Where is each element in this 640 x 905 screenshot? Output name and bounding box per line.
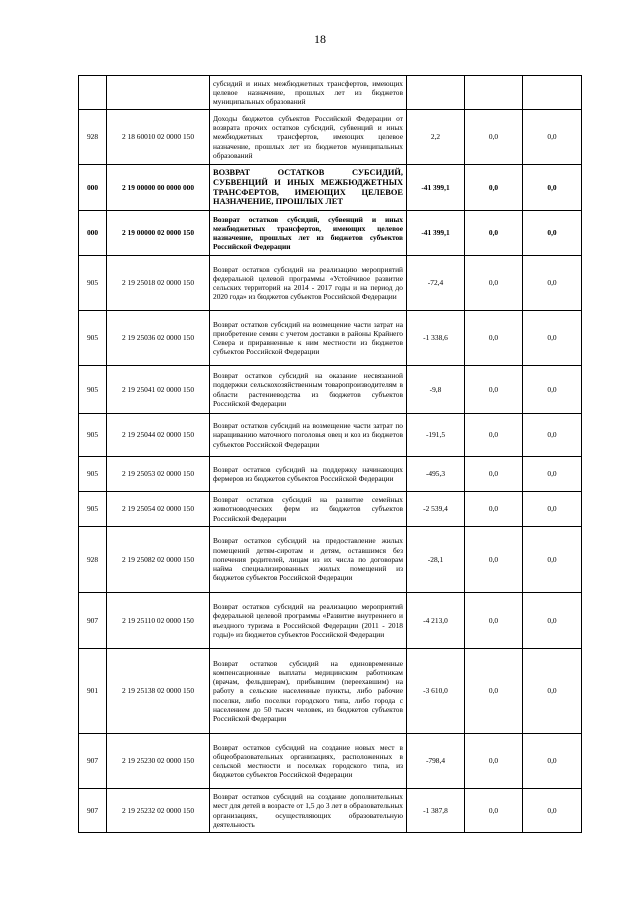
table-row — [79, 492, 582, 527]
admin-code-cell: 907 — [79, 789, 107, 833]
amount-cell: 0,0 — [523, 649, 582, 734]
amount-cell: 0,0 — [465, 789, 523, 833]
amount-cell: 0,0 — [465, 110, 523, 165]
table-row — [79, 734, 582, 789]
description-cell: Возврат остатков субсидий на создание дополнительных мест для детей в возрасте от 1,5 до 3 лет в образовательных организациях, осуществляющих образовательную деятельность — [210, 789, 407, 833]
classification-code-cell: 2 19 25110 02 0000 150 — [107, 593, 210, 649]
amount-cell: 0,0 — [465, 211, 523, 256]
amount-cell: 0,0 — [465, 492, 523, 527]
amount-cell: -798,4 — [407, 734, 465, 789]
table-row — [79, 789, 582, 833]
amount-cell: 0,0 — [465, 256, 523, 311]
description-cell: Возврат остатков субсидий на реализацию мероприятий федеральной целевой программы «Развитие внутреннего и въездного туризма в Российской Федерации (2011 - 2018 годы)» из бюджетов субъектов Российской Федерации — [210, 593, 407, 649]
amount-cell: 0,0 — [523, 789, 582, 833]
amount-cell: -9,8 — [407, 366, 465, 414]
amount-cell: 0,0 — [465, 734, 523, 789]
description-cell: Возврат остатков субсидий на предоставление жилых помещений детям-сиротам и детям, оставшимся без попечения родителей, лицам из их числа по договорам найма специализированных жилых помещений из бюджетов субъектов Российской Федерации — [210, 527, 407, 593]
classification-code-cell: 2 19 00000 00 0000 000 — [107, 165, 210, 211]
amount-cell: -28,1 — [407, 527, 465, 593]
amount-cell: 0,0 — [465, 311, 523, 366]
classification-code-cell: 2 19 25054 02 0000 150 — [107, 492, 210, 527]
admin-code-cell: 905 — [79, 414, 107, 457]
amount-cell: -4 213,0 — [407, 593, 465, 649]
table-row — [79, 366, 582, 414]
amount-cell: 0,0 — [465, 414, 523, 457]
amount-cell: -1 387,8 — [407, 789, 465, 833]
admin-code-cell: 000 — [79, 165, 107, 211]
amount-cell: 0,0 — [465, 165, 523, 211]
amount-cell: 0,0 — [523, 492, 582, 527]
amount-cell: 0,0 — [523, 211, 582, 256]
classification-code-cell: 2 19 25044 02 0000 150 — [107, 414, 210, 457]
classification-code-cell: 2 19 00000 02 0000 150 — [107, 211, 210, 256]
amount-cell: 0,0 — [523, 366, 582, 414]
amount-cell — [407, 76, 465, 110]
admin-code-cell: 928 — [79, 527, 107, 593]
description-cell: Возврат остатков субсидий на единовременные компенсационные выплаты медицинским работникам (врачам, фельдшерам), прибывшим (переехавшим) на работу в сельские населенные пункты, либо рабочие поселки, либо поселки городского типа, либо города с населением до 50 тысяч человек, из бюджетов субъектов Российской Федерации — [210, 649, 407, 734]
amount-cell: 0,0 — [523, 734, 582, 789]
classification-code-cell: 2 19 25138 02 0000 150 — [107, 649, 210, 734]
description-cell: Возврат остатков субсидий на реализацию мероприятий федеральной целевой программы «Устойчивое развитие сельских территорий на 2014 - 2017 годы и на период до 2020 года» из бюджетов субъектов Российской Федерации — [210, 256, 407, 311]
description-cell: ВОЗВРАТ ОСТАТКОВ СУБСИДИЙ, СУБВЕНЦИЙ И ИНЫХ МЕЖБЮДЖЕТНЫХ ТРАНСФЕРТОВ, ИМЕЮЩИХ ЦЕЛЕВОЕ НАЗНАЧЕНИЕ, ПРОШЛЫХ ЛЕТ — [210, 165, 407, 211]
classification-code-cell: 2 18 60010 02 0000 150 — [107, 110, 210, 165]
classification-code-cell: 2 19 25082 02 0000 150 — [107, 527, 210, 593]
amount-cell: 0,0 — [465, 366, 523, 414]
admin-code-cell: 905 — [79, 492, 107, 527]
amount-cell — [465, 76, 523, 110]
amount-cell: 0,0 — [523, 527, 582, 593]
amount-cell: -41 399,1 — [407, 211, 465, 256]
table-row — [79, 527, 582, 593]
classification-code-cell: 2 19 25018 02 0000 150 — [107, 256, 210, 311]
amount-cell: -41 399,1 — [407, 165, 465, 211]
admin-code-cell — [79, 76, 107, 110]
table-row — [79, 457, 582, 492]
amount-cell: 0,0 — [465, 527, 523, 593]
classification-code-cell: 2 19 25232 02 0000 150 — [107, 789, 210, 833]
table-row — [79, 593, 582, 649]
admin-code-cell: 907 — [79, 734, 107, 789]
classification-code-cell: 2 19 25041 02 0000 150 — [107, 366, 210, 414]
amount-cell: 0,0 — [523, 457, 582, 492]
description-cell: субсидий и иных межбюджетных трансфертов, имеющих целевое назначение, прошлых лет из бюджетов муниципальных образований — [210, 76, 407, 110]
table-row — [79, 414, 582, 457]
classification-code-cell: 2 19 25230 02 0000 150 — [107, 734, 210, 789]
table-row — [79, 165, 582, 211]
amount-cell: 2,2 — [407, 110, 465, 165]
admin-code-cell: 905 — [79, 256, 107, 311]
description-cell: Возврат остатков субсидий на возмещение части затрат по наращиванию маточного поголовья овец и коз из бюджетов субъектов Российской Федерации — [210, 414, 407, 457]
description-cell: Возврат остатков субсидий на оказание несвязанной поддержки сельскохозяйственным товаропроизводителям в области растениеводства из бюджетов субъектов Российской Федерации — [210, 366, 407, 414]
admin-code-cell: 901 — [79, 649, 107, 734]
admin-code-cell: 905 — [79, 366, 107, 414]
amount-cell: 0,0 — [523, 110, 582, 165]
amount-cell: 0,0 — [523, 311, 582, 366]
amount-cell: 0,0 — [465, 649, 523, 734]
admin-code-cell: 905 — [79, 457, 107, 492]
admin-code-cell: 928 — [79, 110, 107, 165]
description-cell: Доходы бюджетов субъектов Российской Федерации от возврата прочих остатков субсидий, субвенций и иных межбюджетных трансфертов, имеющих целевое назначение, прошлых лет из бюджетов муниципальных образований — [210, 110, 407, 165]
amount-cell: -1 338,6 — [407, 311, 465, 366]
table-row — [79, 110, 582, 165]
admin-code-cell: 907 — [79, 593, 107, 649]
classification-code-cell: 2 19 25053 02 0000 150 — [107, 457, 210, 492]
page-number: 18 — [314, 32, 326, 46]
table-row — [79, 256, 582, 311]
amount-cell: 0,0 — [465, 457, 523, 492]
description-cell: Возврат остатков субсидий на создание новых мест в общеобразовательных организациях, расположенных в сельской местности и поселках городского типа, из бюджетов субъектов Российской Федерации — [210, 734, 407, 789]
amount-cell: -191,5 — [407, 414, 465, 457]
amount-cell — [523, 76, 582, 110]
amount-cell: 0,0 — [465, 593, 523, 649]
table-row — [79, 311, 582, 366]
table-row — [79, 76, 582, 110]
description-cell: Возврат остатков субсидий на возмещение части затрат на приобретение семян с учетом доставки в районы Крайнего Севера и приравненные к ним местности из бюджетов субъектов Российской Федерации — [210, 311, 407, 366]
admin-code-cell: 905 — [79, 311, 107, 366]
classification-code-cell — [107, 76, 210, 110]
description-cell: Возврат остатков субсидий, субвенций и иных межбюджетных трансфертов, имеющих целевое назначение, прошлых лет из бюджетов субъектов Российской Федерации — [210, 211, 407, 256]
table-row — [79, 211, 582, 256]
amount-cell: 0,0 — [523, 165, 582, 211]
description-cell: Возврат остатков субсидий на поддержку начинающих фермеров из бюджетов субъектов Российской Федерации — [210, 457, 407, 492]
amount-cell: 0,0 — [523, 414, 582, 457]
amount-cell: -3 610,0 — [407, 649, 465, 734]
amount-cell: -2 539,4 — [407, 492, 465, 527]
amount-cell: 0,0 — [523, 593, 582, 649]
budget-table — [78, 75, 582, 833]
classification-code-cell: 2 19 25036 02 0000 150 — [107, 311, 210, 366]
admin-code-cell: 000 — [79, 211, 107, 256]
amount-cell: -495,3 — [407, 457, 465, 492]
amount-cell: 0,0 — [523, 256, 582, 311]
description-cell: Возврат остатков субсидий на развитие семейных животноводческих ферм из бюджетов субъектов Российской Федерации — [210, 492, 407, 527]
table-row — [79, 649, 582, 734]
amount-cell: -72,4 — [407, 256, 465, 311]
